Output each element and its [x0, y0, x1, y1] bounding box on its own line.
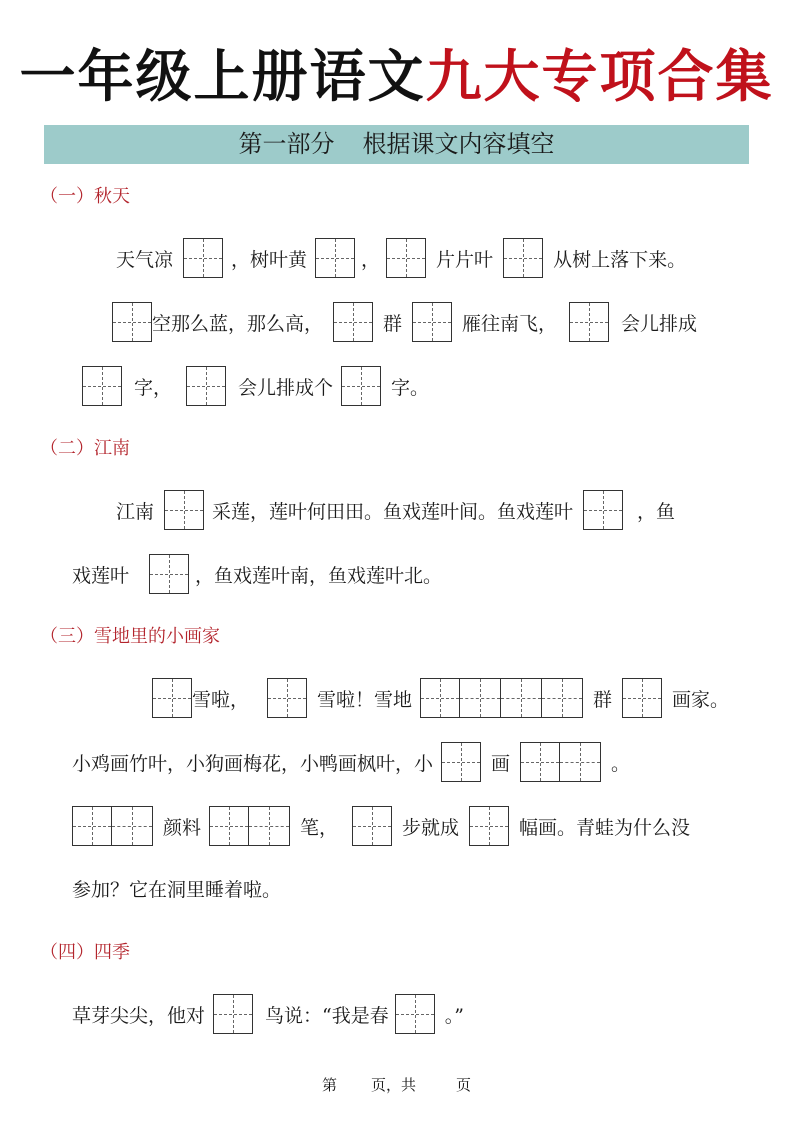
section-header-4: （四）四季 — [40, 942, 130, 963]
answer-box[interactable] — [315, 238, 355, 278]
answer-box[interactable] — [164, 490, 204, 530]
line-text: ，树叶黄 — [231, 248, 308, 271]
line-text: 空那么蓝，那么高， — [152, 312, 324, 335]
line-text: 笔， — [300, 816, 339, 839]
line-text: 草芽尖尖，他对 — [72, 1004, 206, 1027]
section-header-3: （三）雪地里的小画家 — [40, 626, 220, 647]
answer-box-group-4[interactable] — [420, 678, 583, 718]
line-text: 字。 — [391, 376, 430, 399]
answer-box[interactable] — [112, 302, 152, 342]
line-text: 会儿排成 — [621, 312, 698, 335]
line-text: 小鸡画竹叶，小狗画梅花，小鸭画枫叶，小 — [72, 752, 434, 775]
line-text: 会儿排成个 — [238, 376, 334, 399]
answer-box[interactable] — [186, 366, 226, 406]
answer-box[interactable] — [420, 678, 460, 718]
answer-box[interactable] — [503, 238, 543, 278]
answer-box-group-2[interactable] — [520, 742, 601, 782]
answer-box-group-2[interactable] — [209, 806, 290, 846]
answer-box[interactable] — [213, 994, 253, 1034]
answer-box[interactable] — [333, 302, 373, 342]
answer-box[interactable] — [460, 678, 501, 718]
answer-box[interactable] — [209, 806, 249, 846]
line-text: 雪啦！雪地 — [317, 688, 413, 711]
title-black-part: 一年级上册语文 — [19, 44, 426, 110]
title-red-part: 九大专项合集 — [425, 44, 774, 110]
line-text: 江南 — [116, 500, 155, 523]
answer-box[interactable] — [569, 302, 609, 342]
footer-page-prefix: 第 — [321, 1076, 337, 1094]
answer-box[interactable] — [152, 678, 192, 718]
answer-box[interactable] — [386, 238, 426, 278]
footer-page-mid: 页，共 — [370, 1076, 416, 1094]
answer-box-group-2[interactable] — [72, 806, 153, 846]
line-text: 鸟说：“我是春 — [265, 1004, 389, 1027]
exercise-line — [72, 992, 464, 1036]
line-text: ， — [361, 248, 381, 271]
answer-box[interactable] — [72, 806, 112, 846]
banner-part-label: 第一部分 — [238, 130, 335, 158]
exercise-line — [112, 300, 697, 344]
line-text: 颜料 — [163, 816, 202, 839]
line-text: ，鱼戏莲叶南，鱼戏莲叶北。 — [195, 564, 443, 587]
answer-box[interactable] — [395, 994, 435, 1034]
exercise-line — [72, 552, 442, 596]
exercise-line — [72, 804, 690, 848]
line-text: 。 — [611, 752, 631, 775]
line-text: 从树上落下来。 — [553, 248, 687, 271]
answer-box[interactable] — [469, 806, 509, 846]
answer-box[interactable] — [82, 366, 122, 406]
answer-box[interactable] — [412, 302, 452, 342]
answer-box[interactable] — [622, 678, 662, 718]
line-text: 戏莲叶 — [72, 564, 130, 587]
line-text: 群 — [593, 688, 613, 711]
answer-box[interactable] — [341, 366, 381, 406]
section-header-1: （一）秋天 — [40, 186, 130, 207]
section-header-2: （二）江南 — [40, 438, 130, 459]
answer-box[interactable] — [267, 678, 307, 718]
line-text: 片片叶 — [436, 248, 494, 271]
line-text: 画家。 — [672, 688, 730, 711]
answer-box[interactable] — [441, 742, 481, 782]
part-banner — [44, 125, 749, 164]
answer-box[interactable] — [249, 806, 290, 846]
exercise-line — [116, 236, 686, 280]
line-text: 幅画。青蛙为什么没 — [519, 816, 691, 839]
line-text: 雁往南飞， — [462, 312, 558, 335]
answer-box[interactable] — [583, 490, 623, 530]
exercise-line — [152, 676, 729, 720]
exercise-line — [116, 488, 675, 532]
answer-box[interactable] — [352, 806, 392, 846]
page-footer — [0, 1074, 793, 1095]
exercise-line — [72, 866, 281, 910]
line-text: 天气凉 — [116, 248, 174, 271]
line-text: 。” — [444, 1004, 464, 1027]
exercise-line — [72, 740, 630, 784]
footer-page-suffix: 页 — [456, 1076, 472, 1094]
answer-box[interactable] — [149, 554, 189, 594]
line-text: 步就成 — [402, 816, 460, 839]
banner-heading: 根据课文内容填空 — [362, 130, 555, 158]
answer-box[interactable] — [560, 742, 601, 782]
line-text: 参加？它在洞里睡着啦。 — [72, 878, 282, 901]
line-text: 群 — [383, 312, 403, 335]
exercise-line — [82, 364, 429, 408]
line-text: 雪啦， — [192, 688, 250, 711]
line-text: ，鱼 — [637, 500, 676, 523]
line-text: 画 — [491, 752, 511, 775]
answer-box[interactable] — [112, 806, 153, 846]
answer-box[interactable] — [501, 678, 542, 718]
document-title — [0, 44, 793, 110]
line-text: 字， — [134, 376, 173, 399]
answer-box[interactable] — [520, 742, 560, 782]
answer-box[interactable] — [183, 238, 223, 278]
line-text: 采莲，莲叶何田田。鱼戏莲叶间。鱼戏莲叶 — [212, 500, 574, 523]
answer-box[interactable] — [542, 678, 583, 718]
